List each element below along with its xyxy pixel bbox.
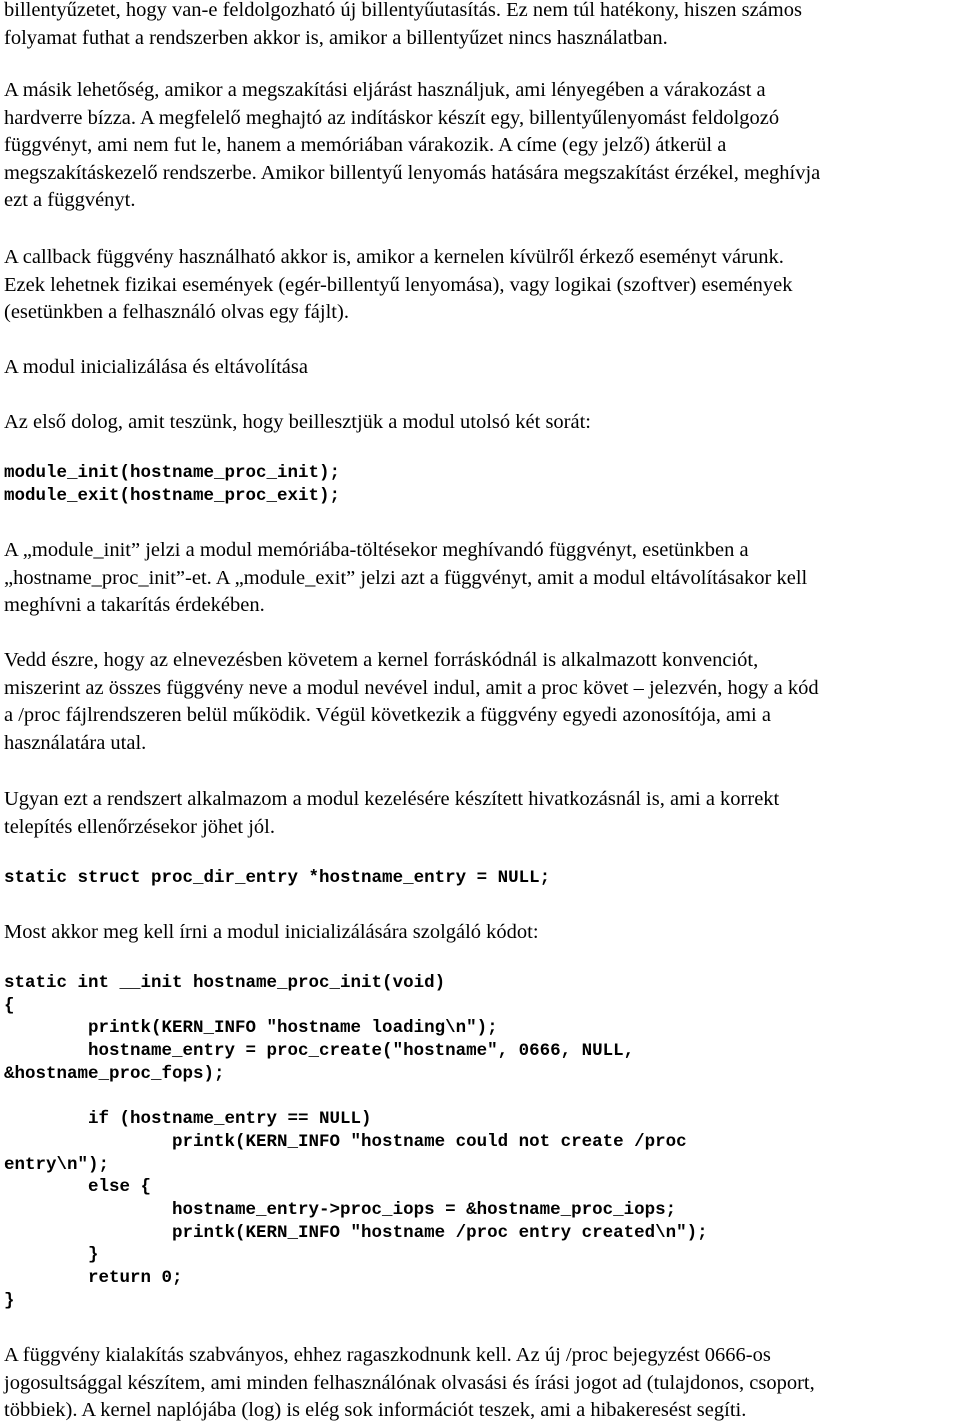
code-proc-dir-entry: static struct proc_dir_entry *hostname_entry = NULL; <box>4 868 551 888</box>
paragraph-polling: billentyűzetet, hogy van-e feldolgozható új billentyűutasítás. Ez nem túl hatékony, hiszen számos folyamat futhat a rendszerben akkor is, amikor a billentyűzet nincs használatban. <box>4 0 802 49</box>
section-heading: A modul inicializálása és eltávolítása <box>4 356 308 378</box>
paragraph-first-step: Az első dolog, amit teszünk, hogy beillesztjük a modul utolsó két sorát: <box>4 411 592 433</box>
paragraph-reference: Ugyan ezt a rendszert alkalmazom a modul kezelésére készített hivatkozásnál is, ami a korrekt telepítés ellenőrzésekor jöhet jól. <box>4 788 780 838</box>
paragraph-callback: A callback függvény használható akkor is, amikor a kernelen kívülről érkező eseményt várunk. Ezek lehetnek fizikai események (egér-billentyű lenyomása), vagy logikai (szoftver) események (esetünkben a felhasználó olvas egy fájlt). <box>4 246 793 323</box>
paragraph-naming: Vedd észre, hogy az elnevezésben követem a kernel forráskódnál is alkalmazott konvenciót, miszerint az összes függvény neve a modul nevével indul, amit a proc követ – jelezvén, hogy a kód a /proc fájlrendszeren belül működik. Végül következik a függvény egyedi azonosítója, ami a használatára utal. <box>4 649 819 754</box>
paragraph-module-init: A „module_init” jelzi a modul memóriába-töltésekor meghívandó függvényt, esetünkben a „hostname_proc_init”-et. A „module_exit” jelzi azt a függvényt, amit a modul eltávolításakor kell meghívni a takarítás érdekében. <box>4 539 808 616</box>
code-module-init-exit: module_init(hostname_proc_init); module_exit(hostname_proc_exit); <box>4 463 341 506</box>
paragraph-interrupt: A másik lehetőség, amikor a megszakítási eljárást használjuk, ami lényegében a várakozást a hardverre bízza. A megfelelő meghajtó az indításkor készít egy, billentyűlenyomást feldolgozó függvényt, ami nem fut le, hanem a memóriában várakozik. A címe (egy jelző) átkerül a megszakításkezelő rendszerbe. Amikor billentyű lenyomás hatására megszakítást érzékel, meghívja ezt a függvényt. <box>4 79 821 211</box>
code-init-function: static int __init hostname_proc_init(void) { printk(KERN_INFO "hostname loading\n"); hostname_entry = proc_create("hostname", 0666, NULL, &hostname_proc_fops); if (hostname_entry == NULL) printk(KERN_INFO "hostname could not create /proc entry\n"); else { hostname_entry->proc_iops = &hostname_proc_iops; printk(KERN_INFO "hostname /proc entry created\n"); } return 0; } <box>4 973 708 1311</box>
paragraph-function-design: A függvény kialakítás szabványos, ehhez ragaszkodnunk kell. Az új /proc bejegyzést 0666-os jogosultsággal készítem, ami minden felhasználónak olvasási és írási jogot ad (tulajdonos, csoport, többiek). A kernel naplójába (log) is elég sok információt teszek, ami a hibakeresést segíti. <box>4 1344 815 1421</box>
paragraph-init-code-intro: Most akkor meg kell írni a modul inicializálására szolgáló kódot: <box>4 921 539 943</box>
